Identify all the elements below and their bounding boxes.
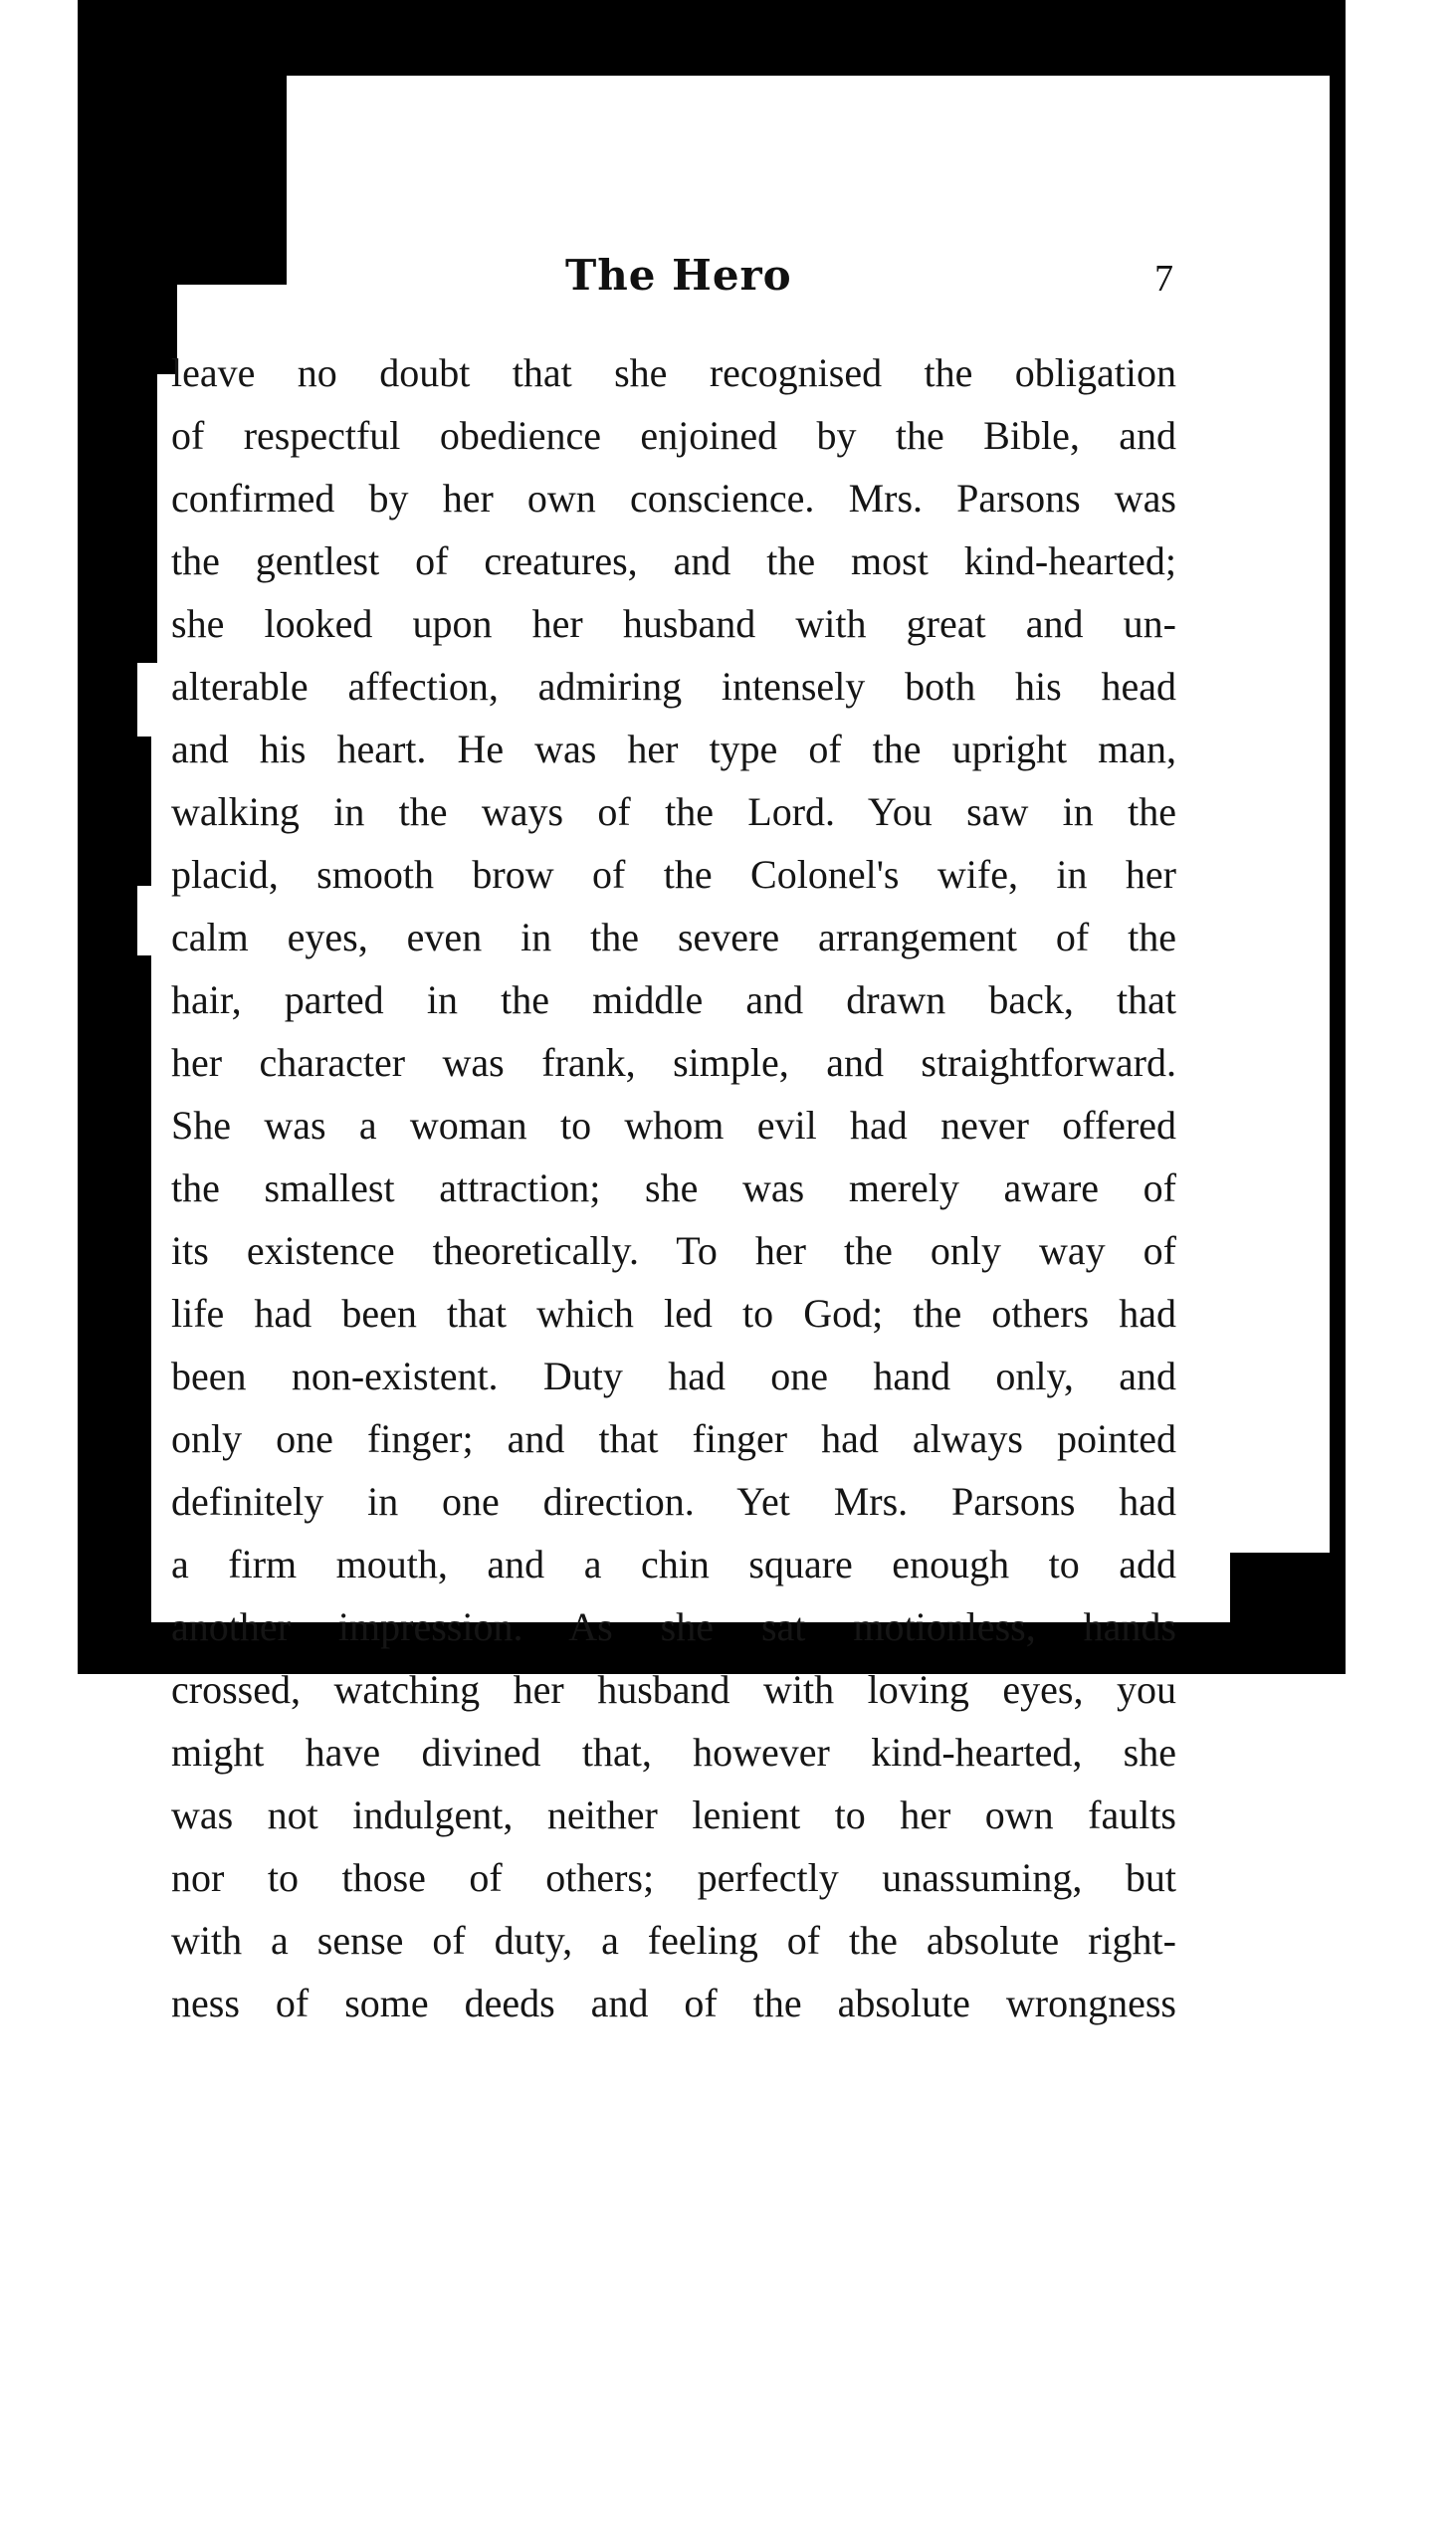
text-line: walking in the ways of the Lord. You saw in the (171, 789, 1176, 834)
text-line: with a sense of duty, a feeling of the absolute right- (171, 1918, 1176, 1963)
text-line: the smallest attraction; she was merely aware of (171, 1165, 1176, 1210)
text-line: she looked upon her husband with great and un- (171, 601, 1176, 646)
text-line: calm eyes, even in the severe arrangement of the (171, 915, 1176, 959)
text-line: ness of some deeds and of the absolute wrongness (171, 1981, 1176, 2025)
text-line: been non-existent. Duty had one hand only, and (171, 1354, 1176, 1398)
text-line: and his heart. He was her type of the upright man, (171, 727, 1176, 771)
text-line: life had been that which led to God; the others had (171, 1291, 1176, 1336)
text-line: a firm mouth, and a chin square enough to add (171, 1542, 1176, 1586)
scan-edge-mark (1154, 0, 1184, 72)
body-text (171, 341, 1176, 2034)
text-line: was not indulgent, neither lenient to her own faults (171, 1792, 1176, 1837)
scan-edge-mark (137, 374, 157, 663)
page-number: 7 (1154, 258, 1173, 300)
text-line: nor to those of others; perfectly unassuming, but (171, 1855, 1176, 1900)
text-line: leave no doubt that she recognised the obligation (171, 350, 1176, 395)
scan-edge-mark (137, 737, 151, 886)
text-line: her character was frank, simple, and straightforward. (171, 1040, 1176, 1085)
text-line: of respectful obedience enjoined by the Bible, and (171, 413, 1176, 458)
text-line: its existence theoretically. To her the only way of (171, 1228, 1176, 1273)
text-line: another impression. As she sat motionless, hands (171, 1604, 1176, 1649)
running-head (177, 251, 1172, 307)
text-line: confirmed by her own conscience. Mrs. Parsons was (171, 476, 1176, 521)
running-head-title: The Hero (565, 251, 792, 300)
scan-edge-mark (137, 955, 151, 1652)
text-line: alterable affection, admiring intensely both his head (171, 664, 1176, 709)
scan-edge-mark (955, 40, 1154, 76)
text-line: She was a woman to whom evil had never offered (171, 1103, 1176, 1148)
text-line: definitely in one direction. Yet Mrs. Parsons had (171, 1479, 1176, 1524)
scan-edge-mark (1230, 1553, 1330, 1622)
text-line: the gentlest of creatures, and the most kind-hearted; (171, 538, 1176, 583)
text-line: hair, parted in the middle and drawn back, that (171, 977, 1176, 1022)
text-line: placid, smooth brow of the Colonel's wife, in her (171, 852, 1176, 897)
text-line: might have divined that, however kind-hearted, she (171, 1730, 1176, 1775)
text-line: crossed, watching her husband with loving eyes, you (171, 1667, 1176, 1712)
text-line: only one finger; and that finger had always pointed (171, 1416, 1176, 1461)
